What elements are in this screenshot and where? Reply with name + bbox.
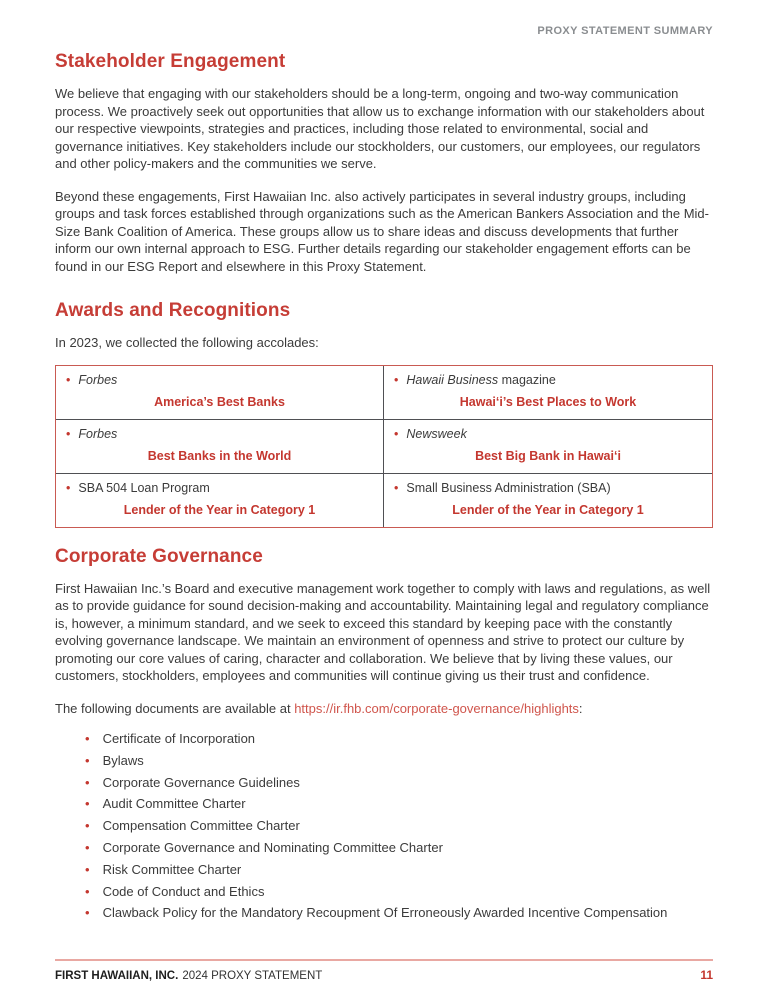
award-name: Lender of the Year in Category 1 (452, 502, 644, 517)
document-name: Bylaws (102, 752, 144, 768)
bullet-icon: • (66, 480, 71, 495)
award-name: Best Banks in the World (147, 448, 292, 463)
page-footer (55, 959, 713, 982)
document-list-item (85, 774, 713, 792)
award-source-name: Newsweek (406, 426, 467, 441)
document-name: Corporate Governance and Nominating Committee Charter (102, 839, 443, 855)
documents-intro-line (55, 700, 713, 718)
award-cell (56, 420, 384, 474)
document-name: Compensation Committee Charter (102, 818, 300, 834)
bullet-icon: • (85, 796, 90, 812)
award-source-line (66, 481, 373, 495)
footer-document-title: 2024 PROXY STATEMENT (182, 970, 323, 982)
document-list-item (85, 817, 713, 835)
documents-list (85, 730, 713, 922)
document-name: Clawback Policy for the Mandatory Recoupment Of Erroneously Awarded Incentive Compensation (102, 905, 668, 921)
stakeholder-paragraph-2: Beyond these engagements, First Hawaiian Inc. also actively participates in several industry groups, including groups and task forces established through organizations such as the American Bankers Association and the Mid-Size Bank Coalition of America. These groups allow us to share ideas and discuss developments that further inform our own internal approach to ESG. Further details regarding our stakeholder engagement efforts can be found in our ESG Report and elsewhere in this Proxy Statement. (55, 188, 709, 274)
documents-intro-suffix: : (578, 700, 583, 716)
stakeholder-paragraph-1: We believe that engaging with our stakeholders should be a long-term, ongoing and two-way communication process. We proactively seek out opportunities that allow us to exchange information with our stakeholders about our respective viewpoints, strategies and practices, including those related to environmental, social and governance initiatives. Key stakeholders include our stockholders, our customers, our employees, our regulators and other policy-makers and the communities we serve. (55, 86, 705, 171)
bullet-icon: • (85, 818, 90, 834)
section-title-corporate-governance: Corporate Governance (55, 545, 263, 567)
bullet-icon: • (394, 372, 399, 387)
awards-table-row (56, 474, 712, 527)
governance-highlights-link[interactable]: https://ir.fhb.com/corporate-governance/highlights (294, 700, 579, 716)
award-cell (56, 366, 384, 420)
document-list-item (85, 730, 713, 748)
award-source-name: Forbes (78, 426, 118, 441)
award-source-suffix: Small Business Administration (SBA) (406, 480, 611, 495)
award-source-name: Forbes (78, 372, 118, 387)
bullet-icon: • (394, 426, 399, 441)
award-name: America’s Best Banks (154, 394, 285, 409)
page-number: 11 (700, 968, 713, 982)
bullet-icon: • (66, 372, 71, 387)
award-source-line (394, 373, 702, 387)
document-name: Risk Committee Charter (102, 861, 242, 877)
award-source-suffix: SBA 504 Loan Program (78, 480, 210, 495)
award-cell (384, 420, 712, 474)
award-name: Best Big Bank in Hawai‘i (475, 448, 621, 463)
awards-table-row (56, 366, 712, 420)
footer-company-name: FIRST HAWAIIAN, INC. (55, 970, 179, 982)
bullet-icon: • (85, 731, 90, 746)
award-source-line (394, 481, 702, 495)
bullet-icon: • (85, 883, 90, 899)
awards-table-row (56, 420, 712, 474)
document-list-item (85, 839, 713, 857)
awards-table (55, 365, 713, 528)
document-name: Certificate of Incorporation (102, 731, 256, 746)
award-source-suffix: magazine (498, 372, 556, 387)
documents-intro-prefix: The following documents are available at (55, 700, 295, 716)
award-source-line (66, 373, 373, 387)
footer-divider (55, 959, 713, 982)
section-title-awards-recognitions: Awards and Recognitions (55, 300, 291, 321)
document-name: Corporate Governance Guidelines (102, 774, 300, 790)
document-list-item (85, 904, 713, 922)
document-list-item (85, 795, 713, 813)
bullet-icon: • (66, 426, 71, 441)
award-cell (384, 366, 712, 420)
award-cell (56, 474, 384, 527)
bullet-icon: • (85, 752, 90, 768)
bullet-icon: • (85, 774, 90, 790)
award-name: Lender of the Year in Category 1 (123, 502, 316, 517)
bullet-icon: • (394, 480, 399, 495)
award-name: Hawai‘i’s Best Places to Work (459, 394, 637, 409)
footer-text (55, 970, 322, 982)
bullet-icon: • (85, 905, 90, 921)
bullet-icon: • (85, 861, 90, 877)
document-name: Code of Conduct and Ethics (102, 883, 265, 899)
award-source-line (394, 427, 702, 441)
header-section-label: PROXY STATEMENT SUMMARY (537, 25, 713, 37)
bullet-icon: • (85, 839, 90, 855)
document-list-item (85, 752, 713, 770)
award-source-name: Hawaii Business (406, 372, 499, 387)
award-source-line (66, 427, 373, 441)
governance-paragraph: First Hawaiian Inc.’s Board and executive management work together to comply with laws and regulations, as well as to provide guidance for sound decision-making and accountability. Maintaining legal and regulatory compliance is, however, a minimum standard, and we seek to exceed this standard by keeping pace with the constantly evolving governance landscape. We maintain an environment of openness and strive to protect our culture by promoting our core values of caring, character and collaboration. We believe that by living these values, our customers, stockholders, employees and communities will continue giving us their trust and confidence. (55, 580, 711, 683)
section-title-stakeholder-engagement: Stakeholder Engagement (55, 51, 286, 72)
document-list-item (85, 861, 713, 879)
awards-intro-text: In 2023, we collected the following accolades: (55, 335, 319, 350)
award-cell (384, 474, 712, 527)
document-list-item (85, 883, 713, 901)
document-name: Audit Committee Charter (102, 796, 246, 812)
